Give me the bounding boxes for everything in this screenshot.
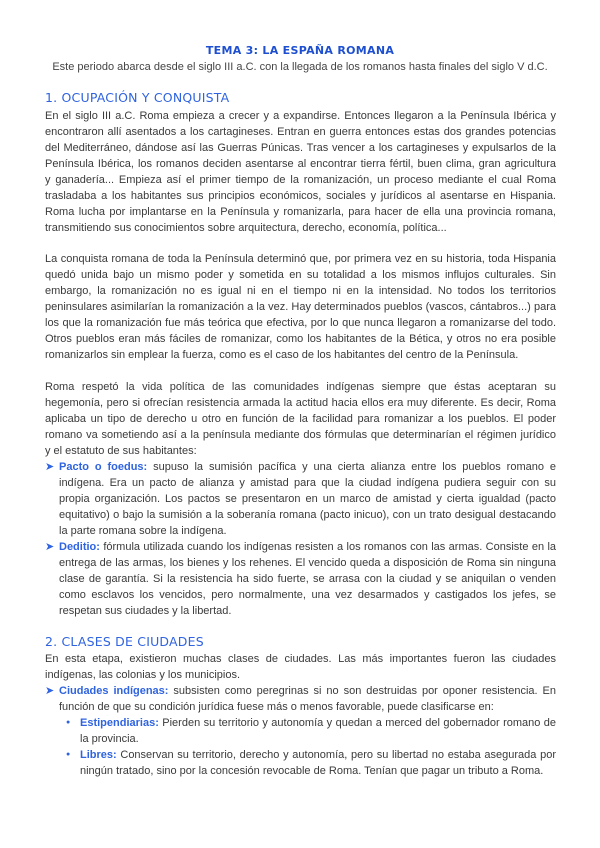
text-line — [45, 251, 556, 267]
item-label: Libres: — [80, 749, 117, 761]
text-line — [59, 523, 556, 539]
text-line — [45, 283, 556, 299]
text-line — [45, 204, 556, 220]
bullet-item — [45, 459, 556, 539]
line-text: La conquista romana de toda la Península determinó que, por primera vez en su historia, toda Hispania — [45, 253, 556, 265]
line-text: fórmula utilizada cuando los indígenas resisten a los romanos con las armas. Consiste en la — [103, 541, 557, 553]
text-line — [45, 443, 556, 459]
text-line — [45, 156, 556, 172]
section2-paragraph — [45, 651, 556, 683]
text-line — [59, 475, 556, 491]
line-text: embargo, la romanización no es igual ni en el tiempo ni en la intensidad. No todos los territorios — [45, 285, 556, 297]
line-text: Otros pueblos eran más fáciles de romanizar, como los habitantes de la Bética, y otros no era posible — [45, 333, 556, 345]
line-text: ningún tratado, sino por la concesión revocable de Roma. Tenían que pagar un tributo a Roma. — [80, 765, 544, 777]
line-text: trasladaba a los habitantes sus principios económicos, sociales y jurídicos al asentarse en Hispania. — [45, 190, 556, 202]
line-text: clase de garantía. Si la resistencia ha sido fuerte, se arrasa con la ciudad y se aniquilan o venden — [59, 573, 556, 585]
line-text: romano va sometiendo así a la península mediante dos fórmulas que determinarían el régimen jurídico — [45, 429, 556, 441]
sub-bullet-item — [45, 747, 556, 779]
item-label: Pacto o foedus: — [59, 461, 148, 473]
line-text: Península Ibérica, los romanos deciden asentarse al encontrar tierra fértil, buen clima, gran agricultura — [45, 158, 556, 170]
item-label: Estipendiarias: — [80, 717, 159, 729]
text-line — [80, 763, 556, 779]
line-text: transmitiendo sus conocimientos sobre arquitectura, derecho, economía, política... — [45, 222, 447, 234]
line-text: En esta etapa, existieron muchas clases de ciudades. Las más importantes fueron las ciudades — [45, 653, 556, 665]
text-line — [45, 427, 556, 443]
text-line — [45, 651, 556, 667]
text-line — [45, 299, 556, 315]
line-text: la parte romana sobre la indígena. — [59, 525, 227, 537]
text-line — [59, 571, 556, 587]
text-line — [45, 108, 556, 124]
line-text: como esclavos los vencidos, pero normalmente, una vez desarmados y castigados los jefes, se — [59, 589, 556, 601]
text-line — [45, 411, 556, 427]
bullet-item — [45, 539, 556, 619]
line-text: Pierden su territorio y autonomía y quedan a merced del gobernador romano de — [162, 717, 557, 729]
line-text: Roma respetó la vida política de las comunidades indígenas siempre que éstas aceptaran su — [45, 381, 556, 393]
document-subtitle: Este periodo abarca desde el siglo III a.C. con la llegada de los romanos hasta finales del siglo V d.C. — [52, 61, 548, 73]
document-title: TEMA 3: LA ESPAÑA ROMANA — [205, 44, 395, 57]
bullet-item — [45, 683, 556, 715]
item-label: Ciudades indígenas: — [59, 685, 169, 697]
text-line — [59, 507, 556, 523]
section-heading-ocupacion: 1. OCUPACIÓN Y CONQUISTA — [45, 90, 230, 105]
sub-bullet-item — [45, 715, 556, 747]
line-text: peninsulares asimilarían la romanización a la vez. Hay determinados pueblos (vascos, cántabros...) para — [45, 301, 556, 313]
text-line — [45, 267, 556, 283]
line-text: y el estatuto de sus habitantes: — [45, 445, 197, 457]
text-line — [45, 140, 556, 156]
line-text: entrega de las armas, los bienes y los rehenes. El vencido queda a disposición de Roma sin ninguna — [59, 557, 556, 569]
arrow-bullet-icon: ➤ — [45, 541, 55, 553]
line-text: romanizarlos sin emplear la fuerza, como es el caso de los habitantes del centro de la Península. — [45, 349, 519, 361]
text-line — [45, 347, 556, 363]
text-line — [80, 731, 556, 747]
line-text: respetan sus ciudades y la libertad. — [59, 605, 232, 617]
text-line — [45, 395, 556, 411]
line-text: del Mediterráneo, dándose así las Guerras Púnicas. Tras vencer a los cartagineses y expulsarlos de la — [45, 142, 556, 154]
text-line — [59, 539, 556, 555]
text-line — [59, 603, 556, 619]
line-text: supuso la sumisión pacífica y una cierta alianza entre los pueblos romano e — [153, 461, 556, 473]
line-text: los que la romanización fue más teórica que efectiva, por lo que nunca llegaron a romanizarse del todo. — [45, 317, 556, 329]
text-line — [59, 699, 556, 715]
text-line — [59, 683, 556, 699]
text-line — [45, 124, 556, 140]
arrow-bullet-icon: ➤ — [45, 461, 55, 473]
text-line — [45, 379, 556, 395]
text-line — [45, 172, 556, 188]
section1-bullet-list — [45, 459, 556, 619]
text-line — [59, 555, 556, 571]
text-line — [59, 491, 556, 507]
section1-paragraph — [45, 379, 556, 459]
dot-bullet-icon: ● — [66, 751, 71, 758]
line-text: En el siglo III a.C. Roma empieza a crecer y a expandirse. Entonces llegaron a la Península Ibérica y — [45, 110, 556, 122]
line-text: aplicaba un tipo de derecho u otro en función de la facilidad para romanizar a los pueblos. El poder — [45, 413, 556, 425]
line-text: hegemonía, pero si ofrecían resistencia armada la actitud hacia ellos era muy diferente. Es decir, Roma — [45, 397, 556, 409]
line-text: quedó unida bajo un mismo poder y sometida en su totalidad a los mismos influjos culturales. Sin — [45, 269, 556, 281]
line-text: encontraron allí asentados a los cartagineses. Entran en guerra entonces estas dos grandes potencias — [45, 126, 556, 138]
section-heading-clases: 2. CLASES DE CIUDADES — [45, 634, 204, 649]
arrow-bullet-icon: ➤ — [45, 685, 55, 697]
line-text: Roma lucha por implantarse en la Península y romanizarla, para hacer de ella una provincia romana, — [45, 206, 556, 218]
line-text: subsisten como peregrinas si no son destruidas por oponer resistencia. En — [173, 685, 556, 697]
text-line — [59, 587, 556, 603]
line-text: y ganadería... Empieza así el primer tiempo de la romanización, un proceso mediante el cual Roma — [45, 174, 556, 186]
item-label: Deditio: — [59, 541, 100, 553]
text-line — [80, 747, 556, 763]
text-line — [45, 188, 556, 204]
line-text: Conservan su territorio, derecho y autonomía, pero su libertad no estaba asegurada por — [120, 749, 556, 761]
line-text: propia organización. Los pactos se presentaron en un marco de amistad y cierta igualdad (pacto — [59, 493, 556, 505]
line-text: función de que su condición jurídica fuese más o menos favorable, puede clasificarse en: — [59, 701, 494, 713]
text-line — [59, 459, 556, 475]
text-line — [45, 667, 556, 683]
text-line — [45, 331, 556, 347]
line-text: equitativo) o bajo la sumisión a la soberanía romana (pacto inicuo), con un trato desigual destacando — [59, 509, 556, 521]
dot-bullet-icon: ● — [66, 719, 71, 726]
line-text: la provincia. — [80, 733, 139, 745]
line-text: indígenas, las colonias y los municipios. — [45, 669, 241, 681]
section1-paragraph — [45, 108, 556, 236]
section2-bullet-list — [45, 683, 556, 779]
text-line — [80, 715, 556, 731]
line-text: indígena. Era un pacto de alianza y amistad para que la ciudad indígena pudiera seguir con su — [59, 477, 556, 489]
text-line — [45, 220, 556, 236]
section1-paragraph — [45, 251, 556, 363]
text-line — [45, 315, 556, 331]
